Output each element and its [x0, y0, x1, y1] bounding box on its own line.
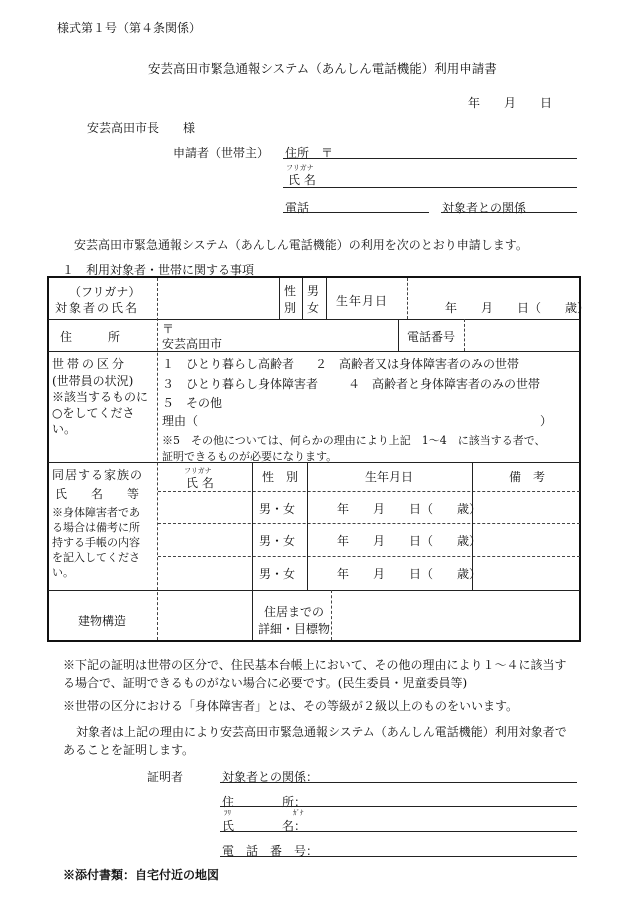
certifier-relation-label: 対象者との関係： [222, 770, 319, 784]
household-sublabel: (世帯員の状況) [52, 374, 134, 388]
applicant-label: 申請者（世帯主） [173, 146, 270, 160]
family-row-birth[interactable]: 年 月 日（ 歳） [337, 502, 482, 516]
family-row-birth[interactable]: 年 月 日（ 歳） [337, 534, 482, 548]
certification-text: あることを証明します。 [63, 743, 195, 757]
table-divider [158, 556, 580, 557]
table-divider [407, 278, 408, 319]
target-name-field[interactable] [159, 279, 278, 318]
family-note: 持する手帳の内容 [52, 536, 140, 549]
birth-label: 生年月日 [336, 294, 389, 308]
certifier-furigana-1: ﾌﾘ [224, 809, 231, 817]
family-row-sex[interactable]: 男・女 [259, 502, 296, 516]
table-divider [48, 319, 580, 320]
route-field[interactable] [334, 592, 578, 638]
note-text: ※世帯の区分における「身体障害者」とは、その等級が２級以上のものをいいます。 [63, 699, 519, 713]
applicant-address-label: 住所 〒 [285, 146, 334, 160]
household-option-2[interactable]: ２ 高齢者又は身体障害者のみの世帯 [315, 357, 520, 371]
sex-label-2: 別 [284, 301, 297, 315]
tel-field[interactable] [466, 321, 578, 349]
family-row-sex[interactable]: 男・女 [259, 567, 296, 581]
reason-close: ） [540, 414, 553, 428]
target-name-label: 対象者の氏名 [55, 301, 140, 315]
applicant-name-label: 氏 名 [288, 173, 316, 187]
family-birth-header: 生年月日 [365, 470, 414, 484]
table-divider [48, 351, 580, 352]
birth-field[interactable]: 年 月 日（ 歳） [445, 301, 590, 315]
family-row-sex[interactable]: 男・女 [259, 534, 296, 548]
table-divider [157, 278, 158, 640]
city-text: 安芸高田市 [162, 337, 223, 351]
household-note-2: 証明できるものが必要になります。 [162, 450, 338, 463]
sex-option-male[interactable]: 男 [307, 284, 320, 298]
building-field[interactable] [160, 592, 250, 638]
household-note: い。 [52, 422, 77, 436]
family-row-birth[interactable]: 年 月 日（ 歳） [337, 567, 482, 581]
tel-label: 電話番号 [407, 330, 456, 344]
table-divider [158, 523, 580, 524]
family-sex-header: 性 別 [262, 470, 299, 484]
sex-option-female[interactable]: 女 [307, 301, 320, 315]
addressee: 安芸高田市長 様 [87, 121, 196, 135]
certifier-relation-field[interactable] [220, 782, 577, 783]
household-option-5[interactable]: ５ その他 [162, 396, 223, 410]
note-text: ※下記の証明は世帯の区分で、住民基本台帳上において、その他の理由により１～４に該当す [63, 658, 567, 672]
applicant-name-field[interactable] [283, 187, 577, 188]
certification-text: 対象者は上記の理由により安芸高田市緊急通報システム（あんしん電話機能）利用対象者で [76, 725, 567, 739]
table-divider [464, 319, 465, 351]
table-divider [331, 590, 332, 640]
table-divider [326, 278, 327, 319]
family-label: 同居する家族の [52, 468, 144, 482]
family-remarks-header: 備 考 [509, 470, 546, 484]
route-label-2: 詳細・目標物 [258, 622, 331, 636]
attachment-note: ※添付書類：自宅付近の地図 [63, 868, 220, 882]
table-divider [158, 491, 580, 492]
certifier-address-label: 住 所： [222, 795, 307, 809]
table-divider [252, 462, 253, 640]
date-field[interactable]: 年 月 日 [468, 96, 553, 110]
household-option-1[interactable]: １ ひとり暮らし高齢者 [162, 357, 295, 371]
reason-field[interactable] [210, 412, 535, 426]
table-divider [48, 590, 580, 591]
table-divider [302, 278, 303, 319]
target-furigana-label: （フリガナ） [69, 285, 141, 299]
section-title: １ 利用対象者・世帯に関する事項 [62, 263, 255, 277]
reason-open: 理由（ [162, 414, 199, 428]
certifier-label: 証明者 [147, 770, 184, 784]
certifier-name-label: 氏 名： [222, 819, 307, 833]
applicant-furigana-label: フリガナ [286, 164, 314, 172]
family-note: ※身体障害者であ [52, 506, 140, 519]
certifier-address-field[interactable] [220, 806, 577, 807]
page-title: 安芸高田市緊急通報システム（あんしん電話機能）利用申請書 [148, 61, 497, 76]
address-label: 住 所 [60, 330, 121, 344]
table-divider [307, 462, 308, 590]
certifier-name-field[interactable] [220, 831, 577, 832]
table-divider [398, 319, 399, 351]
household-label: 世帯の区分 [52, 357, 128, 371]
family-note: る場合は備考に所 [52, 521, 140, 534]
applicant-relation-label: 対象者との関係 [442, 201, 527, 215]
certifier-furigana-2: ｶﾞﾅ [293, 809, 304, 817]
applicant-phone-field[interactable] [283, 212, 429, 213]
form-number: 様式第１号（第４条関係） [57, 21, 202, 35]
household-option-3[interactable]: ３ ひとり暮らし身体障害者 [162, 377, 319, 391]
certifier-phone-field[interactable] [220, 856, 577, 857]
route-label-1: 住居までの [264, 605, 325, 619]
family-note: を記入してくださ [52, 551, 140, 564]
applicant-relation-field[interactable] [441, 212, 577, 213]
family-name-header: 氏 名 [186, 476, 214, 490]
household-option-4[interactable]: ４ 高齢者と身体障害者のみの世帯 [348, 377, 541, 391]
certifier-phone-label: 電 話 番 号： [222, 844, 319, 858]
building-label: 建物構造 [78, 614, 127, 628]
applicant-address-field[interactable] [283, 158, 577, 159]
family-furigana-header: フリガナ [184, 467, 212, 475]
sex-label-1: 性 [284, 284, 297, 298]
note-text: る場合で、証明できるものがない場合に必要です。(民生委員・児童委員等) [63, 676, 468, 690]
table-divider [279, 278, 280, 319]
household-note: ○をしてくださ [52, 406, 135, 420]
applicant-phone-label: 電話 [285, 201, 310, 215]
family-note: い。 [52, 566, 74, 579]
intro-text: 安芸高田市緊急通報システム（あんしん電話機能）の利用を次のとおり申請します。 [74, 238, 528, 252]
family-sublabel: 氏 名 等 [55, 487, 140, 501]
postal-mark: 〒 [162, 322, 175, 336]
household-note: ※該当するものに [52, 390, 149, 404]
household-note-1: ※5 その他については、何らかの理由により上記 1～4 に該当する者で、 [162, 434, 546, 447]
